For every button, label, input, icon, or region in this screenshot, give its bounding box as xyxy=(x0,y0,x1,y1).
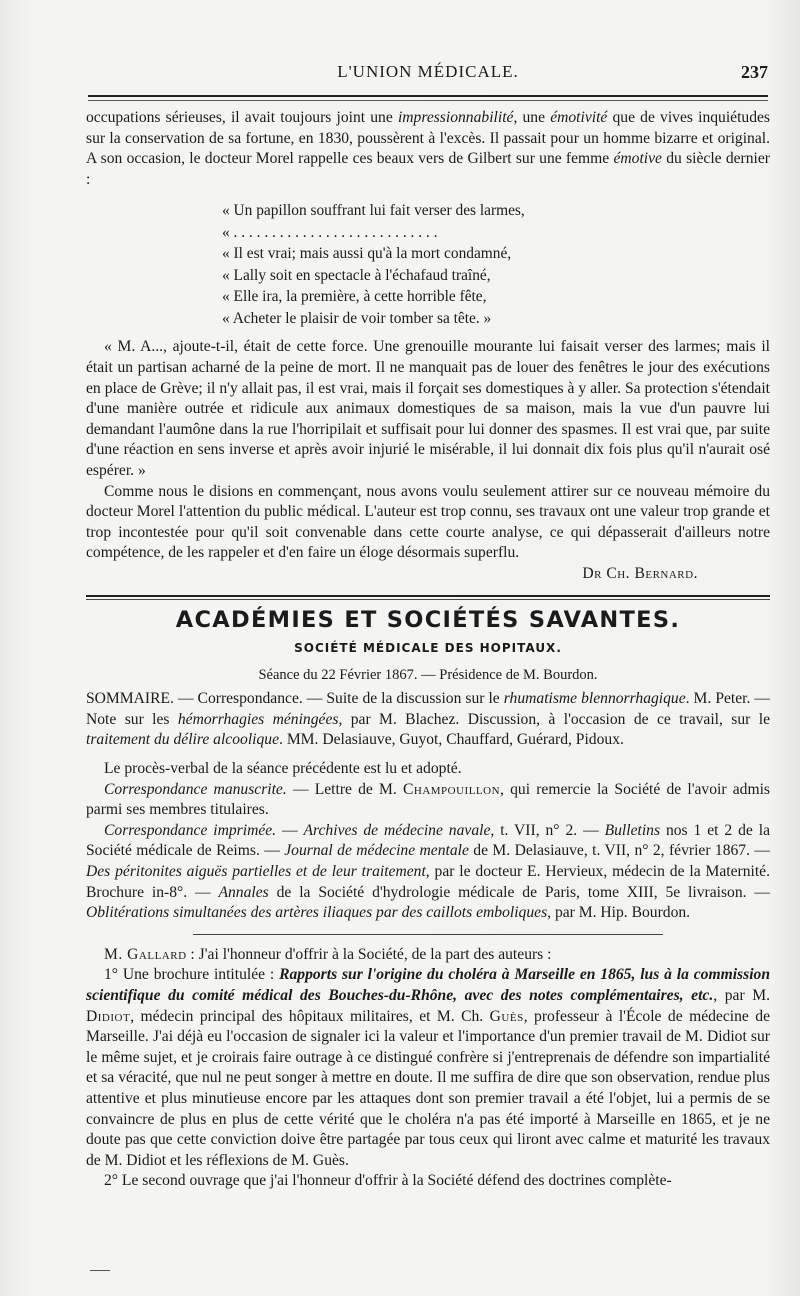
corr-text: de M. Delasiauve, t. VII, n° 2, février 1867. — xyxy=(468,842,770,860)
gallard-text: 1° Une brochure intitulée : xyxy=(104,966,280,984)
verse-line: « Acheter le plaisir de voir tomber sa tête. » xyxy=(222,309,492,327)
gallard-text: , professeur à l'École de médecine de Marseille. J'ai déjà eu l'occasion de signaler ici la valeur et l'importance d'un premier travail de M. Didiot sur le même sujet, et je croirais faire outrage à ce distingué confrère si j'entreprenais de défendre son impartialité et sa véracité, que nul ne peut songer à mettre en doute. Il me suffira de dire que son observation, rendue plus attentive et plus minutieuse encore par les attaques dont son premier travail a été l'objet, lui a permis de se convaincre de plus en plus de cette vérité que le choléra n'a pas été importé à Marseille en 1865, et je ne doute pas que cette conviction doive être partagée par tous ceux qui liront avec calme et maturité les travaux de M. Didiot et les réflexions de M. Guès. xyxy=(86,1007,770,1169)
title-italic: Oblitérations simultanées des artères iliaques par des caillots emboliques xyxy=(86,904,548,922)
section-title: ACADÉMIES ET SOCIÉTÉS SAVANTES. xyxy=(175,606,681,633)
corr-text: — Lettre de M. xyxy=(286,780,403,798)
sommaire-paragraph xyxy=(86,689,770,751)
verse-line: « Lally soit en spectacle à l'échafaud traîné, xyxy=(222,266,491,284)
corr-text: , t. VII, n° 2. — xyxy=(490,821,605,839)
sommaire-text: , par M. Blachez. Discussion, à l'occasion de ce travail, sur le xyxy=(338,710,770,728)
proces-verbal: Le procès-verbal de la séance précédente est lu et adopté. xyxy=(104,760,462,778)
page-body xyxy=(86,108,770,1192)
sommaire-text: . M. Peter. — Note sur les xyxy=(86,690,771,728)
verse-line: « Il est vrai; mais aussi qu'à la mort condamné, xyxy=(222,245,512,263)
gallard-text: , médecin principal des hôpitaux militaires, et M. Ch. xyxy=(130,1007,490,1025)
corr-text: , par le docteur E. Hervieux, médecin de la Maternité. Brochure in-8°. — xyxy=(86,863,770,901)
correspondance-manuscrite xyxy=(86,780,770,821)
intro-italic: émotive xyxy=(613,150,662,168)
gallard-text: , par M. xyxy=(713,987,771,1004)
brochure-title: Rapports sur l'origine du choléra à Marseille en 1865, lus à la commission scientifique du comité médical des Bouches-du-Rhône, avec des notes complémentaires, etc. xyxy=(86,966,770,1004)
sommaire-italic: traitement du délire alcoolique xyxy=(86,731,280,749)
corr-text: — xyxy=(276,821,304,839)
corr-text: nos 1 et 2 de la Société médicale de Reims. — xyxy=(86,821,770,860)
person-name: Guès xyxy=(489,1007,524,1025)
intro-text: du siècle dernier : xyxy=(86,150,770,188)
title-italic: Archives de médecine navale xyxy=(303,821,491,839)
verse-line: « Elle ira, la première, à cette horrible fête, xyxy=(222,288,487,306)
person-name: Didiot xyxy=(86,1007,131,1025)
title-italic: Journal de médecine mentale xyxy=(284,842,469,860)
section-divider xyxy=(86,595,770,600)
page-number: 237 xyxy=(741,62,768,82)
bottom-mark xyxy=(90,1270,110,1271)
title-italic: Annales xyxy=(218,883,269,901)
quote-paragraph: « M. A..., ajoute-t-il, était de cette force. Une grenouille mourante lui faisait verser des larmes; mais il était un partisan acharné de la peine de mort. Il ne manquait pas de louer des fenêtres le jour des exécutions en place de Grève; il n'y allait pas, il est vrai, mais il forçait ses domestiques à y aller. Sa protection s'étendait d'une manière outrée et ridicule aux animaux domestiques de sa maison, mais la vue d'un pauvre lui demandant l'aumône dans la rue l'horripilait et suffisait pour lui donner des spasmes. Il est vrai que, par suite d'une réaction en sens inverse et après avoir injurié le misérable, il lui donnait dix fois plus qu'il n'aurait osé espérer. » xyxy=(86,338,770,479)
header-rule xyxy=(88,95,768,101)
gallard-item-2: 2° Le second ouvrage que j'ai l'honneur d'offrir à la Société défend des doctrines complète- xyxy=(104,1172,672,1190)
label-italic: Correspondance imprimée. xyxy=(104,821,277,839)
sommaire-italic: hémorrhagies méningées xyxy=(177,710,339,728)
verse-line: « Un papillon souffrant lui fait verser des larmes, xyxy=(222,202,525,220)
intro-italic: émotivité xyxy=(550,109,608,126)
title-italic: Bulletins xyxy=(604,821,661,839)
intro-paragraph xyxy=(86,108,770,190)
intro-italic: impressionnabilité xyxy=(397,109,514,126)
title-italic: Des péritonites aiguës partielles et de leur traitement xyxy=(86,863,426,881)
closing-paragraph: Comme nous le disions en commençant, nous avons voulu seulement attirer sur ce nouveau mémoire du docteur Morel l'attention du public médical. L'auteur est trop connu, ses travaux ont une valeur trop grande et trop incontestée pour qu'il soit convenable dans cette courte analyse, ce qui dépasserait d'ailleurs notre compétence, de les rappeler et d'en faire un éloge désormais superflu. xyxy=(86,482,770,562)
intro-text: que de vives inquiétudes sur la conservation de sa fortune, en 1830, poussèrent à l'excès. Il passait pour un homme bizarre et original. A son occasion, le docteur Morel rappelle ces beaux vers de Gilbert sur une femme xyxy=(86,109,770,168)
corr-text: , par M. Hip. Bourdon. xyxy=(547,904,691,922)
gallard-intro xyxy=(86,945,770,966)
running-head: L'UNION MÉDICALE. xyxy=(337,62,519,81)
short-divider xyxy=(193,934,663,935)
verse-block xyxy=(222,200,770,329)
intro-text: occupations sérieuses, il avait toujours joint une xyxy=(86,109,398,126)
corr-text: , qui remercie la Société de l'avoir admis parmi ses membres titulaires. xyxy=(86,780,770,819)
verse-line: « . . . . . . . . . . . . . . . . . . . . . . . . . . . xyxy=(222,223,438,241)
signature: Dr Ch. Bernard. xyxy=(582,564,698,582)
gallard-item-1 xyxy=(86,965,770,1171)
sommaire-text: . MM. Delasiauve, Guyot, Chauffard, Guérard, Pidoux. xyxy=(279,731,624,749)
speaker-name: M. Gallard xyxy=(104,945,187,963)
sommaire-text: SOMMAIRE. — Correspondance. — Suite de la discussion sur le xyxy=(86,690,504,708)
page-header xyxy=(88,60,768,90)
sommaire-italic: rhumatisme blennorrhagique xyxy=(503,690,686,708)
spacer xyxy=(86,751,770,759)
gallard-text: : J'ai l'honneur d'offrir à la Société, de la part des auteurs : xyxy=(186,945,552,963)
corr-text: de la Société d'hydrologie médicale de Paris, tome XIII, 5e livraison. — xyxy=(268,883,770,901)
correspondance-imprimee xyxy=(86,821,770,924)
label-italic: Correspondance manuscrite. xyxy=(104,780,287,798)
person-name: Champouillon xyxy=(402,780,501,798)
intro-text: , une xyxy=(513,109,551,126)
session-line: Séance du 22 Février 1867. — Présidence de M. Bourdon. xyxy=(258,666,598,683)
society-title: SOCIÉTÉ MÉDICALE DES HOPITAUX. xyxy=(294,641,562,656)
